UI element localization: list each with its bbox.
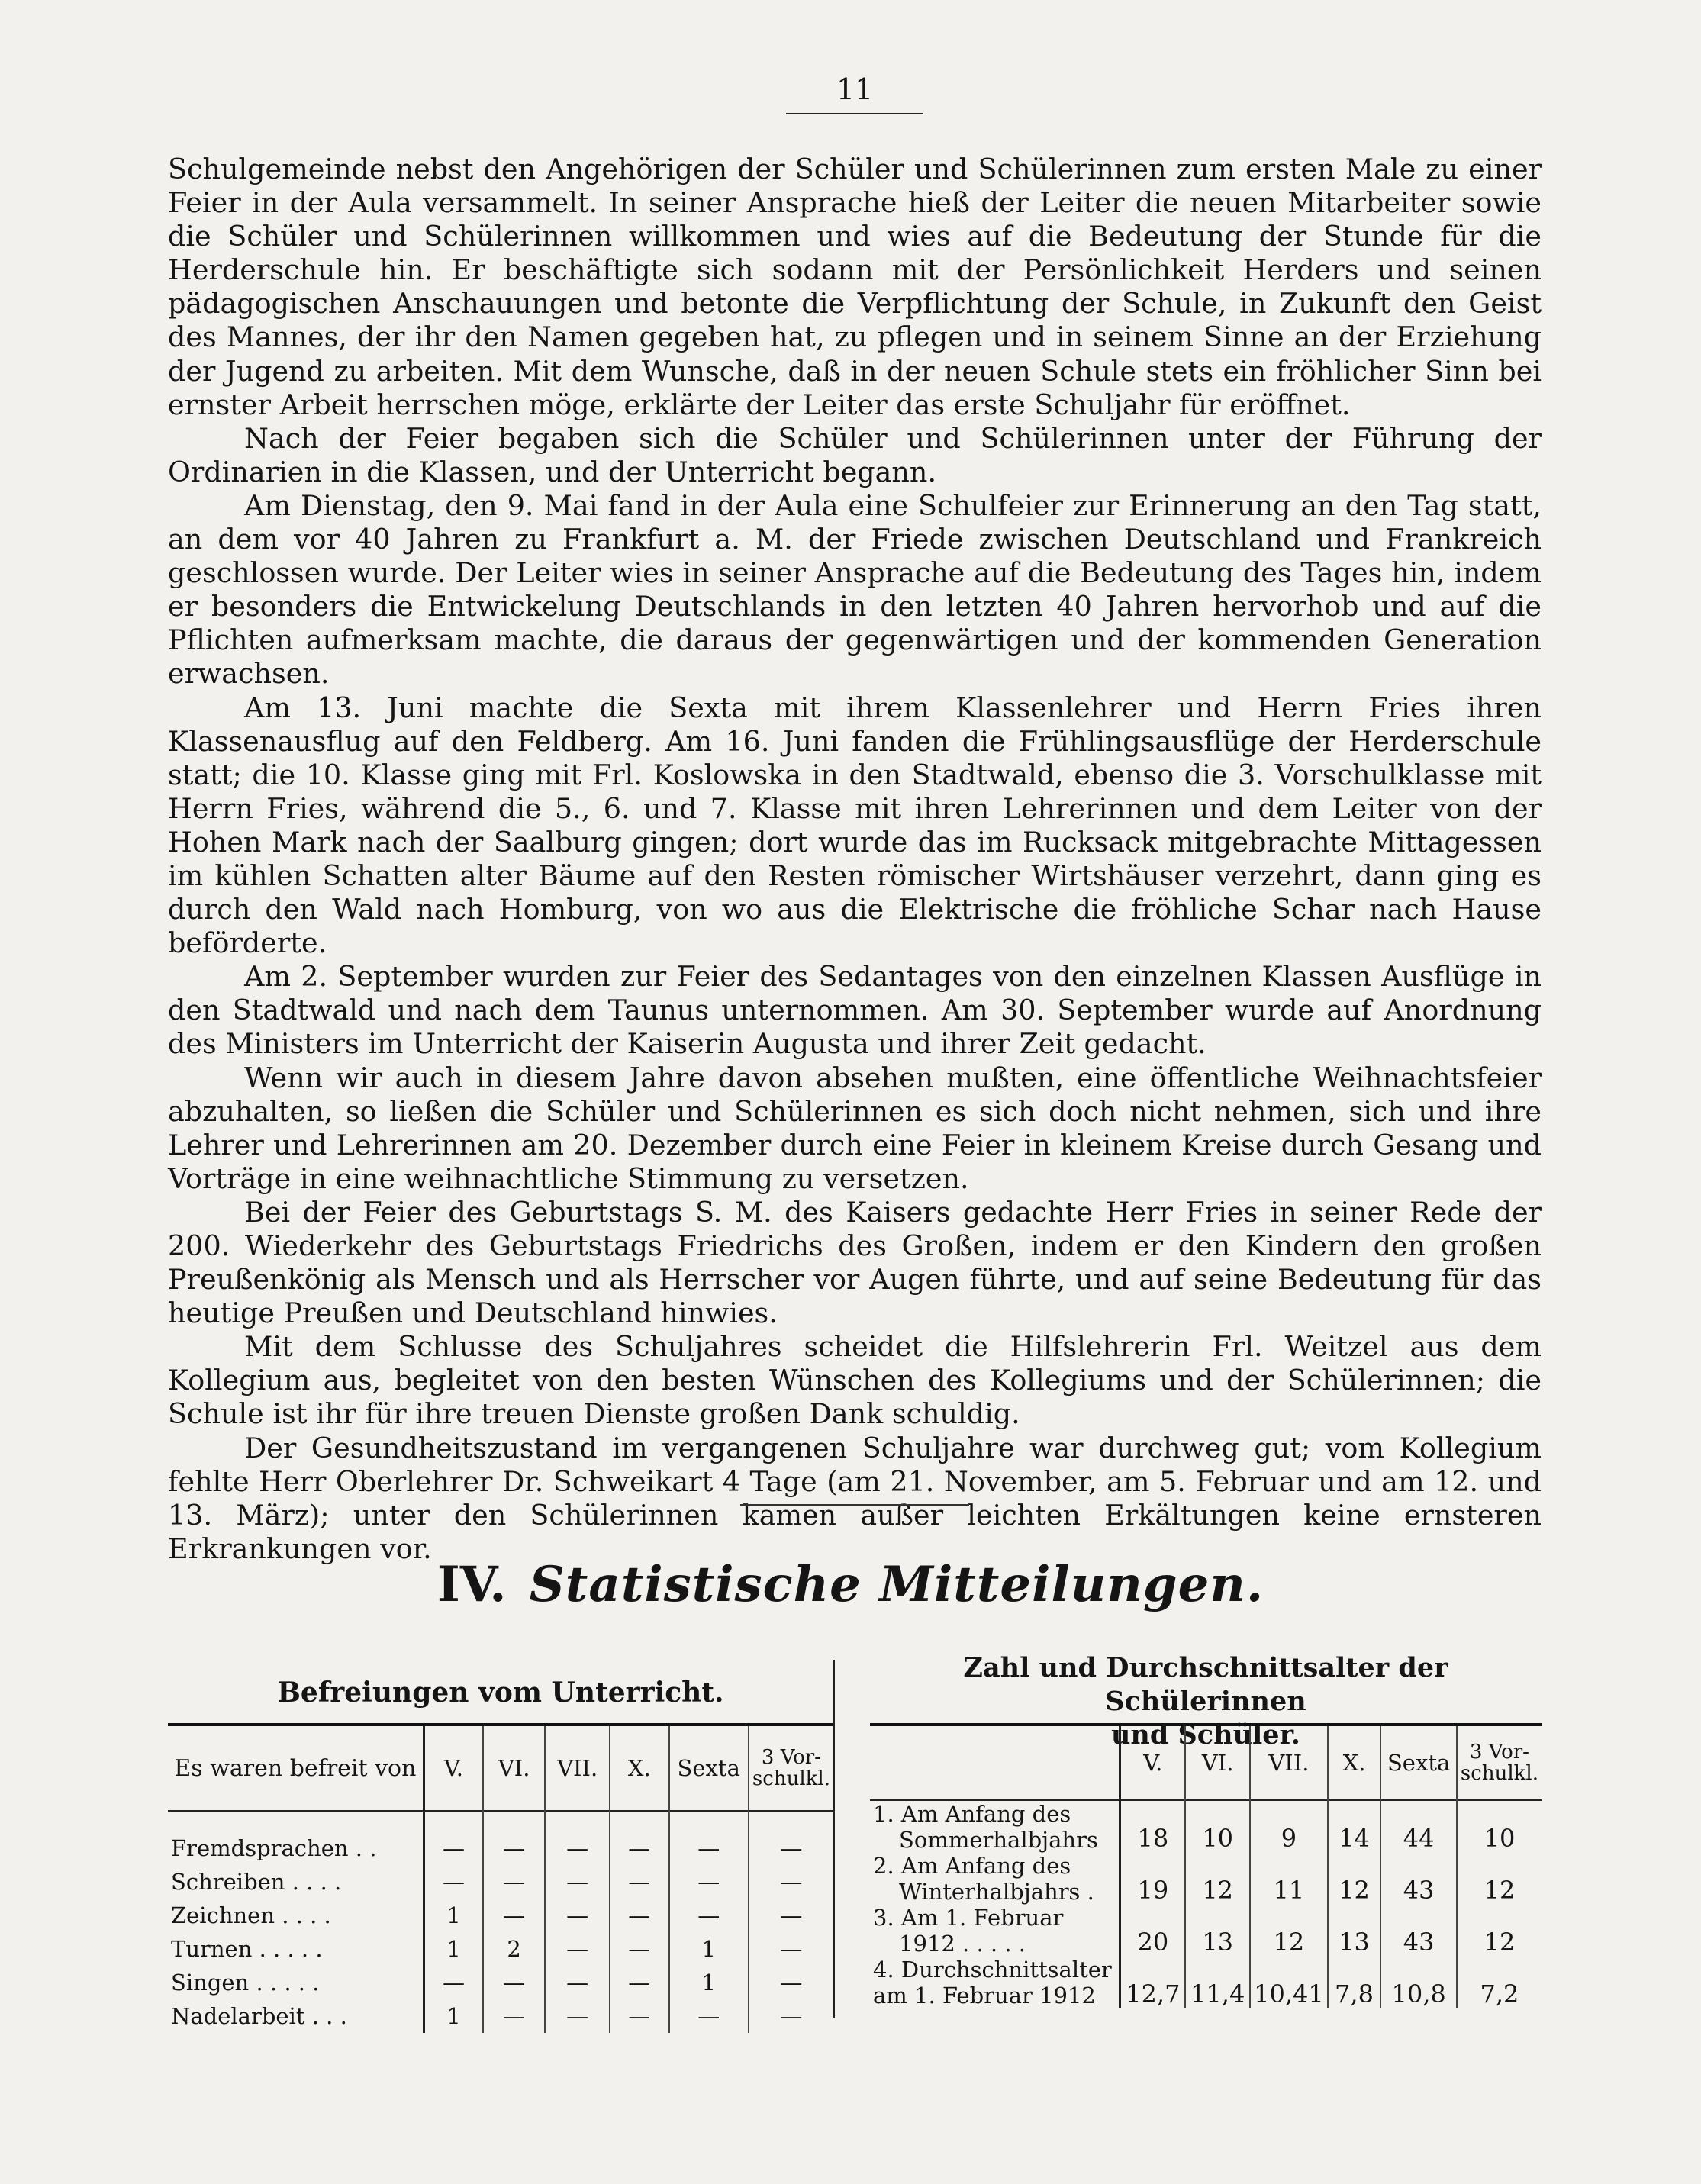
row-label: Zeichnen . . . . — [171, 1902, 331, 1928]
cell: 19 — [1120, 1853, 1185, 1905]
cell: 12 — [1328, 1853, 1381, 1905]
enrollment-table — [870, 1723, 1542, 2008]
paragraph: Am 13. Juni machte die Sexta mit ihrem Klassenlehrer und Herrn Fries ihren Klassenausflug auf den Feldberg. Am 16. Juni fanden die Frühlingsausflüge der Herderschule statt; die 10. Klasse ging mit Frl. Koslowska in den Stadtwald, ebenso die 3. Vorschulklasse mit Herrn Fries, während die 5., 6. und 7. Klasse mit ihren Lehrerinnen und dem Leiter von der Hohen Mark nach der Saalburg gingen; dort wurde das im Rucksack mitgebrachte Mittagessen im kühlen Schatten alter Bäume auf den Resten römischer Wirtshäuser verzehrt, dann ging es durch den Wald nach Homburg, von wo aus die Elektrische die fröhliche Schar nach Hause beförderte. — [168, 691, 1542, 960]
cell: 2 — [483, 1932, 545, 1966]
paragraph: Am 2. September wurden zur Feier des Sedantages von den einzelnen Klassen Ausflüge in den Stadtwald und nach dem Taunus unternommen. Am 30. September wurde auf Anordnung des Ministers im Unterricht der Kaiserin Augusta und ihrer Zeit gedacht. — [168, 960, 1542, 1061]
cell: — — [749, 1999, 833, 2033]
cell: — — [610, 1999, 668, 2033]
cell: — — [545, 1831, 610, 1865]
cell: 20 — [1120, 1905, 1185, 1957]
cell: 12,7 — [1120, 1957, 1185, 2008]
table-row — [870, 1800, 1542, 1853]
section-heading — [0, 1558, 1701, 1612]
cell: — — [483, 1899, 545, 1932]
cell: 43 — [1380, 1853, 1457, 1905]
column-header: VII. — [545, 1725, 610, 1811]
column-header: Sexta — [669, 1725, 749, 1811]
row-label-line: Winterhalbjahrs . — [899, 1879, 1094, 1905]
cell: — — [749, 1899, 833, 1932]
cell: 1 — [669, 1932, 749, 1966]
cell: — — [545, 1932, 610, 1966]
table-header-row — [870, 1725, 1542, 1800]
cell: — — [669, 1865, 749, 1899]
table-row — [168, 1999, 833, 2033]
row-label — [870, 1905, 1120, 1957]
cell: 12 — [1250, 1905, 1328, 1957]
cell: 43 — [1380, 1905, 1457, 1957]
cell: 10 — [1457, 1800, 1542, 1853]
paragraph: Bei der Feier des Geburtstags S. M. des Kaisers gedachte Herr Fries in seiner Rede der 200. Wiederkehr des Geburtstags Friedrichs des Großen, indem er den Kindern den großen Preußenkönig als Mensch und als Herrscher vor Augen führte, und auf seine Bedeutung für das heutige Preußen und Deutschland hinwies. — [168, 1195, 1542, 1330]
page-number-rule — [786, 113, 923, 114]
column-header: 3 Vor- schulkl. — [1457, 1725, 1542, 1800]
cell: 10 — [1185, 1800, 1250, 1853]
cell: — — [483, 1999, 545, 2033]
table-row — [168, 1966, 833, 1999]
paragraph: Schulgemeinde nebst den Angehörigen der Schüler und Schülerinnen zum ersten Male zu einer Feier in der Aula versammelt. In seiner Ansprache hieß der Leiter die neuen Mitarbeiter sowie die Schüler und Schülerinnen willkommen und wies auf die Bedeutung der Stunde für die Herderschule hin. Er beschäftigte sich sodann mit der Persönlichkeit Herders und seinen pädagogischen Anschauungen und betonte die Verpflichtung der Schule, in Zukunft den Geist des Mannes, der ihr den Namen gegeben hat, zu pflegen und in seinem Sinne an der Erziehung der Jugend zu arbeiten. Mit dem Wunsche, daß in der neuen Schule stets ein fröhlicher Sinn bei ernster Arbeit herrschen möge, erklärte der Leiter das erste Schuljahr für eröffnet. — [168, 153, 1542, 421]
cell: — — [483, 1865, 545, 1899]
cell: 12 — [1457, 1905, 1542, 1957]
cell: 7,2 — [1457, 1957, 1542, 2008]
cell: — — [610, 1899, 668, 1932]
cell: 7,8 — [1328, 1957, 1381, 2008]
cell: 10,41 — [1250, 1957, 1328, 2008]
column-header: V. — [424, 1725, 483, 1811]
cell: 12 — [1457, 1853, 1542, 1905]
row-label-line: Sommerhalbjahrs — [899, 1827, 1098, 1853]
cell: 11,4 — [1185, 1957, 1250, 2008]
cell: 12 — [1185, 1853, 1250, 1905]
exemptions-title: Befreiungen vom Unterricht. — [277, 1677, 724, 1709]
cell: — — [749, 1966, 833, 1999]
enrollment-title-line: und Schüler. — [1110, 1719, 1300, 1751]
cell: — — [610, 1831, 668, 1865]
row-label-line: 1912 . . . . . — [899, 1931, 1026, 1957]
row-label: Fremdsprachen . . — [171, 1835, 377, 1861]
cell: — — [545, 1999, 610, 2033]
cell: — — [545, 1966, 610, 1999]
row-label: Turnen . . . . . — [171, 1936, 323, 1962]
cell: — — [669, 1999, 749, 2033]
cell: 1 — [424, 1932, 483, 1966]
cell: — — [424, 1966, 483, 1999]
row-label-line: 1. Am Anfang des — [873, 1801, 1071, 1827]
section-numeral: IV. — [437, 1556, 507, 1613]
table-header-row — [168, 1725, 833, 1811]
cell: — — [669, 1831, 749, 1865]
column-header: X. — [1328, 1725, 1381, 1800]
row-label: Singen . . . . . — [171, 1970, 320, 1996]
row-label: Schreiben . . . . — [171, 1869, 342, 1895]
section-title: Statistische Mitteilungen. — [529, 1556, 1264, 1613]
cell: 14 — [1328, 1800, 1381, 1853]
paragraph: Wenn wir auch in diesem Jahre davon absehen mußten, eine öffentliche Weihnachtsfeier abzuhalten, so ließen die Schüler und Schülerinnen es sich doch nicht nehmen, sich und ihre Lehrer und Lehrerinnen am 20. Dezember durch eine Feier in kleinem Kreise durch Gesang und Vorträge in eine weihnachtliche Stimmung zu versetzen. — [168, 1061, 1542, 1195]
cell: 9 — [1250, 1800, 1328, 1853]
column-header: VI. — [483, 1725, 545, 1811]
section-divider — [740, 1504, 969, 1506]
paragraph: Der Gesundheitszustand im vergangenen Schuljahre war durchweg gut; vom Kollegium fehlte Herr Oberlehrer Dr. Schweikart 4 Tage (am 21. November, am 5. Februar und am 12. und 13. März); unter den Schülerinnen kamen außer leichten Erkältungen keine ernsteren Erkrankungen vor. — [168, 1431, 1542, 1565]
column-header: VI. — [1185, 1725, 1250, 1800]
paragraph: Mit dem Schlusse des Schuljahres scheidet die Hilfslehrerin Frl. Weitzel aus dem Kollegium aus, begleitet von den besten Wünschen des Kollegiums und der Schülerinnen; die Schule ist ihr für ihre treuen Dienste großen Dank schuldig. — [168, 1330, 1542, 1431]
cell: — — [610, 1865, 668, 1899]
body-text — [168, 153, 1542, 1566]
table-row — [870, 1853, 1542, 1905]
cell: — — [424, 1831, 483, 1865]
column-header: X. — [610, 1725, 668, 1811]
table-row — [168, 1865, 833, 1899]
page-number: 11 — [836, 72, 874, 106]
cell: — — [545, 1865, 610, 1899]
table-row — [168, 1899, 833, 1932]
cell: 1 — [424, 1899, 483, 1932]
table-row — [168, 1831, 833, 1865]
column-header: VII. — [1250, 1725, 1328, 1800]
cell: 10,8 — [1380, 1957, 1457, 2008]
table-row — [870, 1957, 1542, 2008]
column-divider — [833, 1660, 835, 2018]
cell: — — [610, 1932, 668, 1966]
cell: 13 — [1185, 1905, 1250, 1957]
row-label — [870, 1957, 1120, 2008]
cell: — — [545, 1899, 610, 1932]
cell: 18 — [1120, 1800, 1185, 1853]
header-label: Es waren befreit von — [174, 1754, 417, 1782]
cell: 1 — [424, 1999, 483, 2033]
cell: 11 — [1250, 1853, 1328, 1905]
column-header: V. — [1120, 1725, 1185, 1800]
cell: — — [669, 1899, 749, 1932]
row-label-line: 2. Am Anfang des — [873, 1853, 1071, 1879]
enrollment-title-line: Zahl und Durchschnittsalter der Schülerinnen — [963, 1652, 1448, 1717]
paragraph: Am Dienstag, den 9. Mai fand in der Aula eine Schulfeier zur Erinnerung an den Tag statt, an dem vor 40 Jahren zu Frankfurt a. M. der Friede zwischen Deutschland und Frankreich geschlossen wurde. Der Leiter wies in seiner Ansprache auf die Bedeutung des Tages hin, indem er besonders die Entwickelung Deutschlands in den letzten 40 Jahren hervorhob und auf die Pflichten aufmerksam machte, die daraus der gegenwärtigen und der kommenden Generation erwachsen. — [168, 488, 1542, 691]
cell: — — [749, 1831, 833, 1865]
row-label-line: am 1. Februar 1912 — [873, 1983, 1096, 2008]
cell: 44 — [1380, 1800, 1457, 1853]
cell: 13 — [1328, 1905, 1381, 1957]
row-label: Nadelarbeit . . . — [171, 2003, 347, 2029]
table-row — [870, 1905, 1542, 1957]
table-row — [168, 1932, 833, 1966]
cell: — — [749, 1865, 833, 1899]
cell: — — [610, 1966, 668, 1999]
exemptions-table — [168, 1723, 833, 2033]
column-header: Sexta — [1380, 1725, 1457, 1800]
cell: — — [424, 1865, 483, 1899]
row-label-line: 4. Durchschnittsalter — [873, 1957, 1112, 1983]
header-blank — [870, 1725, 1120, 1800]
row-label — [870, 1800, 1120, 1853]
paragraph: Nach der Feier begaben sich die Schüler und Schülerinnen unter der Führung der Ordinarien in die Klassen, und der Unterricht begann. — [168, 421, 1542, 488]
column-header: 3 Vor- schulkl. — [749, 1725, 833, 1811]
cell: 1 — [669, 1966, 749, 1999]
cell: — — [749, 1932, 833, 1966]
cell: — — [483, 1966, 545, 1999]
row-label — [870, 1853, 1120, 1905]
row-label-line: 3. Am 1. Februar — [873, 1905, 1064, 1931]
cell: — — [483, 1831, 545, 1865]
